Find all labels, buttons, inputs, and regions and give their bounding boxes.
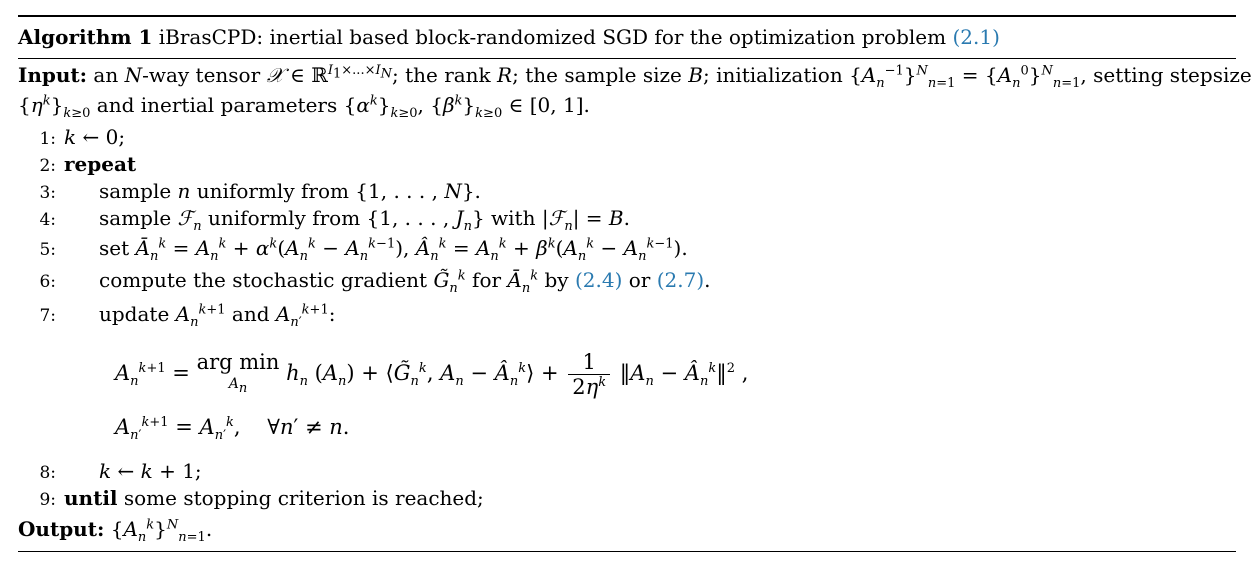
algorithm-caption: [18, 25, 1000, 49]
input-line-2: $\{\eta^k\}_{k\ge 0}$ and inertial parameters $\{\alpha^k\}_{k\ge 0}$, $\{\beta^k\}_{k\ge 0}$ ∈ [0, 1].: [18, 93, 590, 121]
step-8: 8: k ← k + 1;: [39, 459, 202, 483]
step-4: 4: sample ℱ$_n$ uniformly from {1, . . . , $J_n$} with |ℱ$_n$| = B.: [39, 206, 630, 234]
algorithm-label: Algorithm 1: [18, 25, 153, 49]
update-equation-2: $A_{n'}^{k+1} = A_{n'}^k$, ∀n′ ≠ n.: [115, 415, 350, 444]
step-9: 9: until some stopping criterion is reached;: [39, 486, 484, 510]
step-5: 5: set $Ā_n^k = A_n^k + \alpha^k(A_n^k - A_n^{k-1})$, $Â_n^k = A_n^k + \beta^k(A_n^k - A_n^{k-1})$.: [39, 236, 688, 264]
caption-rule: [18, 58, 1236, 59]
step-2: 2: repeat: [39, 152, 137, 176]
output-line: Output: $\{A_n^k\}^N_{n=1}$.: [18, 517, 213, 545]
until-keyword: until: [64, 486, 118, 510]
ref-2-4[interactable]: (2.4): [574, 268, 623, 292]
algorithm-title: iBrasCPD: inertial based block-randomized SGD for the optimization problem: [158, 25, 947, 49]
input-label: Input:: [18, 63, 88, 87]
top-rule: [18, 15, 1236, 17]
step-6: 6: compute the stochastic gradient $G̃_n^k$ for $Ā_n^k$ by (2.4) or (2.7).: [39, 268, 711, 296]
output-label: Output:: [18, 517, 105, 541]
update-equation-1: $A_n^{k+1}$ = arg min $A_n$ $h_n$ $(A_n)$ + $⟨G̃_n^k$, $A_n$ − $Â_n^k⟩$ + $\frac{1}{2\eta^k}$ $‖A_n$ − $Â_n^k‖^2$ ,: [115, 350, 749, 399]
step-7: 7: update $A_n^{k+1}$ and $A_{n'}^{k+1}$:: [39, 302, 336, 330]
input-line-1: Input: an N-way tensor 𝒳 ∈ ℝ$^{I_1\times...\times I_N}$; the rank R; the sample size B; initialization $\{A_n^{-1}\}^N_{n=1} = \{A_n^0\}^N_{n=1}$, setting stepsize: [18, 63, 1252, 91]
bottom-rule: [18, 551, 1236, 552]
step-1: 1: k ← 0;: [39, 125, 126, 149]
step-3: 3: sample n uniformly from {1, . . . , N}.: [39, 179, 481, 203]
equation-ref[interactable]: (2.1): [952, 25, 1000, 49]
ref-2-7[interactable]: (2.7): [656, 268, 705, 292]
